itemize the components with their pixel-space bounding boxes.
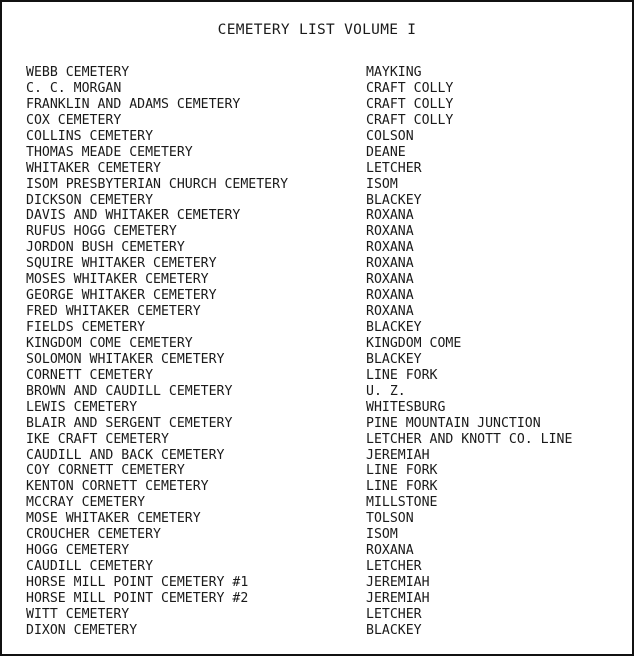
cemetery-location: LINE FORK (366, 463, 438, 479)
cemetery-name: BLAIR AND SERGENT CEMETERY (26, 415, 233, 431)
cemetery-location: LETCHER (366, 559, 422, 575)
cemetery-name: JORDON BUSH CEMETERY (26, 240, 185, 256)
list-item (26, 511, 622, 527)
cemetery-name: RUFUS HOGG CEMETERY (26, 224, 177, 240)
cemetery-name: COY CORNETT CEMETERY (26, 463, 185, 479)
cemetery-location: CRAFT COLLY (366, 96, 454, 112)
cemetery-name: HORSE MILL POINT CEMETERY #2 (26, 590, 249, 606)
list-item (26, 272, 622, 288)
cemetery-name: KENTON CORNETT CEMETERY (26, 479, 209, 495)
cemetery-name: MCCRAY CEMETERY (26, 495, 146, 511)
cemetery-location: COLSON (366, 128, 414, 144)
cemetery-location: MAYKING (366, 65, 422, 80)
list-item (26, 607, 622, 623)
cemetery-name: FIELDS CEMETERY (26, 320, 146, 335)
cemetery-location: MILLSTONE (366, 495, 438, 511)
list-item (26, 527, 622, 543)
list-item (26, 368, 622, 384)
cemetery-location: PINE MOUNTAIN JUNCTION (366, 415, 541, 431)
cemetery-name: IKE CRAFT CEMETERY (26, 431, 169, 447)
list-item (26, 113, 622, 129)
list-item (26, 479, 622, 495)
cemetery-name: GEORGE WHITAKER CEMETERY (26, 288, 217, 304)
cemetery-name: DAVIS AND WHITAKER CEMETERY (26, 208, 241, 224)
cemetery-name: COLLINS CEMETERY (26, 128, 154, 144)
cemetery-location: CRAFT COLLY (366, 112, 454, 128)
cemetery-location: DEANE (366, 144, 406, 160)
cemetery-location: BLACKEY (366, 622, 422, 638)
cemetery-name: CAUDILL CEMETERY (26, 559, 154, 575)
list-item (26, 224, 622, 240)
list-item (26, 256, 622, 272)
list-item (26, 208, 622, 224)
list-item (26, 416, 622, 432)
cemetery-location: BLACKEY (366, 351, 422, 367)
list-item (26, 623, 622, 639)
cemetery-location: JEREMIAH (366, 575, 430, 590)
cemetery-location: ROXANA (366, 304, 414, 320)
cemetery-name: LEWIS CEMETERY (26, 399, 138, 415)
cemetery-location: ROXANA (366, 208, 414, 224)
list-item (26, 129, 622, 145)
cemetery-name: C. C. MORGAN (26, 80, 122, 96)
list-item (26, 463, 622, 479)
cemetery-name: THOMAS MEADE CEMETERY (26, 144, 193, 160)
cemetery-location: ROXANA (366, 224, 414, 240)
cemetery-name: FRED WHITAKER CEMETERY (26, 304, 201, 320)
cemetery-location: ROXANA (366, 256, 414, 272)
cemetery-location: KINGDOM COME (366, 335, 462, 351)
cemetery-name: WEBB CEMETERY (26, 65, 130, 80)
list-item (26, 336, 622, 352)
cemetery-location: WHITESBURG (366, 399, 446, 415)
cemetery-name: DICKSON CEMETERY (26, 192, 154, 208)
cemetery-location: ISOM (366, 176, 398, 192)
cemetery-name: FRANKLIN AND ADAMS CEMETERY (26, 96, 241, 112)
list-item (26, 288, 622, 304)
list-item (26, 559, 622, 575)
cemetery-name: BROWN AND CAUDILL CEMETERY (26, 383, 233, 399)
page-title: CEMETERY LIST VOLUME I (217, 22, 417, 38)
cemetery-location: BLACKEY (366, 320, 422, 335)
cemetery-location: JEREMIAH (366, 447, 430, 463)
list-item (26, 543, 622, 559)
list-item (26, 193, 622, 209)
cemetery-name: MOSES WHITAKER CEMETERY (26, 272, 209, 288)
list-item (26, 320, 622, 336)
cemetery-location: LETCHER (366, 606, 422, 622)
cemetery-name: HORSE MILL POINT CEMETERY #1 (26, 575, 249, 590)
list-item (26, 97, 622, 113)
list-item (26, 495, 622, 511)
list-item (26, 448, 622, 464)
list-item (26, 591, 622, 607)
list-item (26, 65, 622, 81)
cemetery-name: SQUIRE WHITAKER CEMETERY (26, 256, 217, 272)
cemetery-list (26, 65, 622, 639)
cemetery-location: TOLSON (366, 511, 414, 527)
cemetery-name: ISOM PRESBYTERIAN CHURCH CEMETERY (26, 176, 289, 192)
list-item (26, 161, 622, 177)
cemetery-location: ROXANA (366, 543, 414, 559)
cemetery-location: ROXANA (366, 288, 414, 304)
cemetery-name: WITT CEMETERY (26, 606, 130, 622)
cemetery-name: WHITAKER CEMETERY (26, 160, 161, 176)
cemetery-location: JEREMIAH (366, 590, 430, 606)
list-item (26, 400, 622, 416)
cemetery-location: LETCHER AND KNOTT CO. LINE (366, 431, 573, 447)
list-item (26, 240, 622, 256)
cemetery-name: SOLOMON WHITAKER CEMETERY (26, 351, 225, 367)
cemetery-name: MOSE WHITAKER CEMETERY (26, 511, 201, 527)
cemetery-name: CROUCHER CEMETERY (26, 527, 161, 543)
cemetery-name: KINGDOM COME CEMETERY (26, 335, 193, 351)
cemetery-name: DIXON CEMETERY (26, 622, 138, 638)
cemetery-location: ROXANA (366, 272, 414, 288)
list-item (26, 145, 622, 161)
list-item (26, 352, 622, 368)
cemetery-location: LETCHER (366, 160, 422, 176)
cemetery-location: LINE FORK (366, 479, 438, 495)
list-item (26, 177, 622, 193)
list-item (26, 81, 622, 97)
list-item (26, 304, 622, 320)
cemetery-name: CORNETT CEMETERY (26, 367, 154, 383)
cemetery-location: U. Z. (366, 383, 406, 399)
cemetery-location: ISOM (366, 527, 398, 543)
cemetery-name: CAUDILL AND BACK CEMETERY (26, 447, 225, 463)
list-item (26, 384, 622, 400)
list-item (26, 432, 622, 448)
list-item (26, 575, 622, 591)
cemetery-location: LINE FORK (366, 367, 438, 383)
cemetery-location: CRAFT COLLY (366, 80, 454, 96)
cemetery-location: BLACKEY (366, 192, 422, 208)
cemetery-location: ROXANA (366, 240, 414, 256)
cemetery-name: COX CEMETERY (26, 112, 122, 128)
cemetery-name: HOGG CEMETERY (26, 543, 130, 559)
